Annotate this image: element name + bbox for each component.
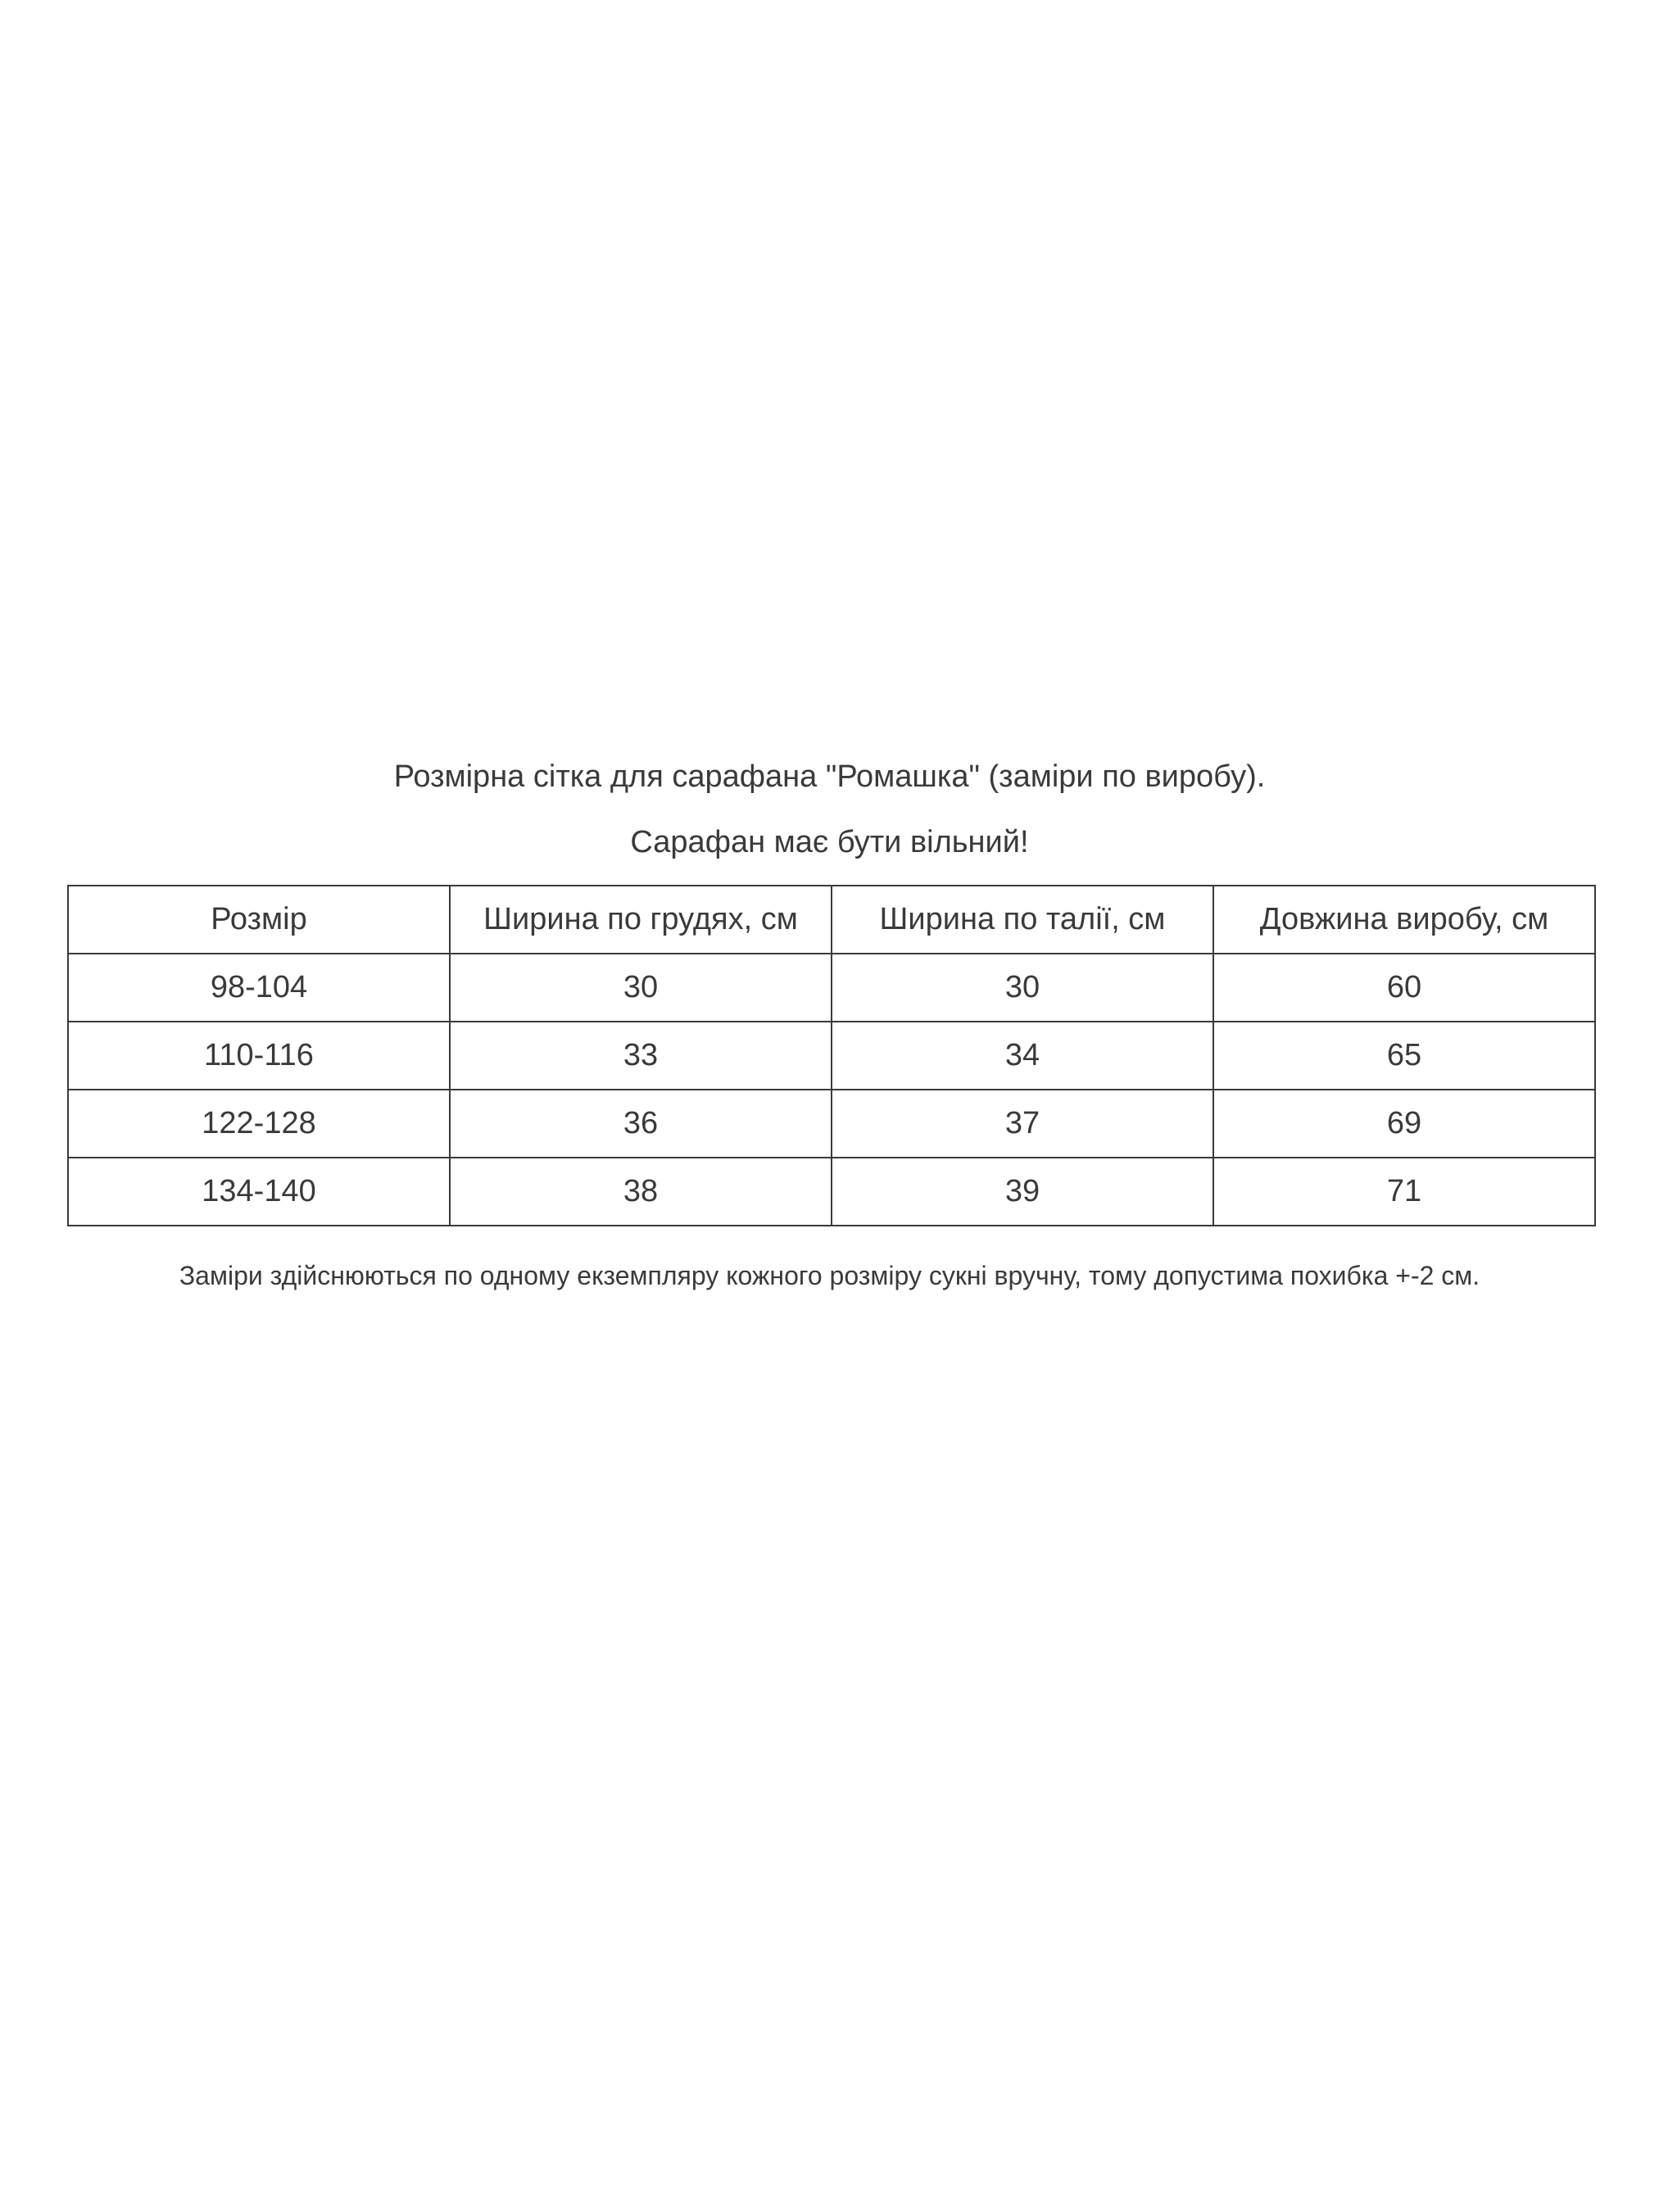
table-header-row — [68, 886, 1595, 954]
page-subtitle: Сарафан має бути вільний! — [630, 825, 1029, 859]
cell-length: 65 — [1213, 1022, 1595, 1090]
table-row — [68, 1158, 1595, 1226]
cell-size: 122-128 — [68, 1090, 450, 1158]
cell-waist-width: 37 — [832, 1090, 1213, 1158]
cell-size: 134-140 — [68, 1158, 450, 1226]
cell-waist-width: 34 — [832, 1022, 1213, 1090]
cell-size: 98-104 — [68, 954, 450, 1022]
cell-chest-width: 36 — [450, 1090, 832, 1158]
cell-waist-width: 30 — [832, 954, 1213, 1022]
cell-chest-width: 33 — [450, 1022, 832, 1090]
cell-length: 71 — [1213, 1158, 1595, 1226]
cell-length: 60 — [1213, 954, 1595, 1022]
cell-chest-width: 30 — [450, 954, 832, 1022]
header-chest-width: Ширина по грудях, см — [450, 886, 832, 954]
table-row — [68, 1090, 1595, 1158]
cell-length: 69 — [1213, 1090, 1595, 1158]
measurement-footnote: Заміри здійснюються по одному екземпляру кожного розміру сукні вручну, тому допустима похибка +-2 см. — [179, 1261, 1480, 1290]
size-chart-table — [67, 885, 1596, 1226]
cell-chest-width: 38 — [450, 1158, 832, 1226]
table-row — [68, 1022, 1595, 1090]
header-size: Розмір — [68, 886, 450, 954]
cell-size: 110-116 — [68, 1022, 450, 1090]
page-title: Розмірна сітка для сарафана "Ромашка" (заміри по виробу). — [393, 759, 1266, 794]
header-length: Довжина виробу, см — [1213, 886, 1595, 954]
header-waist-width: Ширина по талії, см — [832, 886, 1213, 954]
cell-waist-width: 39 — [832, 1158, 1213, 1226]
table-row — [68, 954, 1595, 1022]
